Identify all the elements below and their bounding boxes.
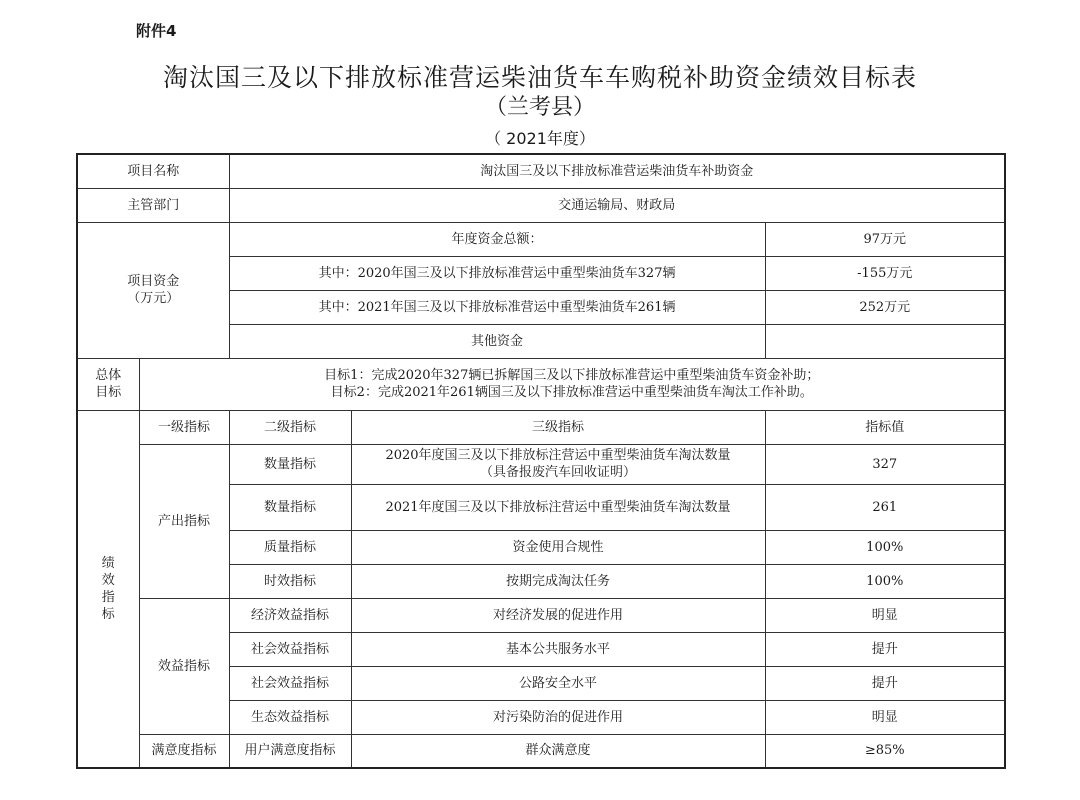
funds-2021-label: 其中：2021年国三及以下排放标准营运中重型柴油货车261辆 (229, 290, 765, 324)
header-level2: 二级指标 (229, 410, 351, 444)
value-cell: 明显 (765, 598, 1005, 632)
level2-cell: 时效指标 (229, 564, 351, 598)
table-row (77, 222, 1005, 256)
performance-indicators-label (77, 410, 139, 768)
level3-cell: 群众满意度 (351, 734, 765, 768)
level2-cell: 生态效益指标 (229, 700, 351, 734)
level3-cell: 对污染防治的促进作用 (351, 700, 765, 734)
value-cell: ≥85% (765, 734, 1005, 768)
overall-goal-text (139, 358, 1005, 410)
department-value: 交通运输局、财政局 (229, 188, 1005, 222)
level2-cell: 社会效益指标 (229, 666, 351, 700)
vertical-char: 效 (101, 572, 115, 588)
level3-cell: 资金使用合规性 (351, 530, 765, 564)
value-cell: 100% (765, 530, 1005, 564)
project-name-label: 项目名称 (77, 154, 229, 188)
level3-cell (351, 444, 765, 484)
funds-total-label: 年度资金总额： (229, 222, 765, 256)
value-cell: 261 (765, 484, 1005, 530)
level3-cell: 基本公共服务水平 (351, 632, 765, 666)
satisfaction-indicators-label: 满意度指标 (139, 734, 229, 768)
table-row (77, 154, 1005, 188)
document-title: 淘汰国三及以下排放标准营运柴油货车车购税补助资金绩效目标表 (162, 63, 917, 92)
table-row (77, 444, 1005, 484)
funds-label-line1: 项目资金 (127, 274, 180, 289)
header-level3: 三级指标 (351, 410, 765, 444)
value-cell: 提升 (765, 666, 1005, 700)
value-cell: 明显 (765, 700, 1005, 734)
table-row (77, 734, 1005, 768)
funds-label-line2: （万元） (127, 291, 180, 306)
funds-total-value: 97万元 (765, 222, 1005, 256)
county-subtitle: （兰考县） (484, 95, 595, 120)
vertical-char: 绩 (101, 555, 115, 571)
output-indicators-label: 产出指标 (139, 444, 229, 598)
attachment-label: 附件4 (136, 22, 177, 40)
vertical-char: 标 (101, 606, 115, 622)
goal-line-2: 目标2：完成2021年261辆国三及以下排放标准营运中重型柴油货车淘汰工作补助。 (330, 385, 813, 400)
level3-cell: 对经济发展的促进作用 (351, 598, 765, 632)
level3-cell: 按期完成淘汰任务 (351, 564, 765, 598)
level2-cell: 质量指标 (229, 530, 351, 564)
level2-cell: 经济效益指标 (229, 598, 351, 632)
level2-cell: 用户满意度指标 (229, 734, 351, 768)
funds-2020-value: -155万元 (765, 256, 1005, 290)
overall-goal-label (77, 358, 139, 410)
header-level1: 一级指标 (139, 410, 229, 444)
table-row (77, 188, 1005, 222)
funds-2021-value: 252万元 (765, 290, 1005, 324)
level2-cell: 数量指标 (229, 444, 351, 484)
level2-cell: 数量指标 (229, 484, 351, 530)
department-label: 主管部门 (77, 188, 229, 222)
level3-cell: 2021年度国三及以下排放标注营运中重型柴油货车淘汰数量 (351, 484, 765, 530)
table-row (77, 358, 1005, 410)
level3-line1: 2020年度国三及以下排放标注营运中重型柴油货车淘汰数量 (385, 448, 731, 463)
year-label: （ 2021年度） (485, 129, 595, 148)
value-cell: 100% (765, 564, 1005, 598)
project-funds-label (77, 222, 229, 358)
value-cell: 327 (765, 444, 1005, 484)
project-name-value: 淘汰国三及以下排放标准营运柴油货车补助资金 (229, 154, 1005, 188)
level3-cell: 公路安全水平 (351, 666, 765, 700)
goal-line-1: 目标1：完成2020年327辆已拆解国三及以下排放标准营运中重型柴油货车资金补助； (324, 368, 820, 383)
benefit-indicators-label: 效益指标 (139, 598, 229, 734)
vertical-char: 指 (101, 589, 115, 605)
level2-cell: 社会效益指标 (229, 632, 351, 666)
funds-2020-label: 其中：2020年国三及以下排放标准营运中重型柴油货车327辆 (229, 256, 765, 290)
header-value: 指标值 (765, 410, 1005, 444)
table-row (77, 410, 1005, 444)
table-row (77, 598, 1005, 632)
funds-other-value (765, 324, 1005, 358)
goal-label-line1: 总体 (95, 368, 122, 383)
value-cell: 提升 (765, 632, 1005, 666)
funds-other-label: 其他资金 (229, 324, 765, 358)
performance-target-table (76, 153, 1006, 769)
level3-line2: （具备报废汽车回收证明） (480, 465, 637, 480)
goal-label-line2: 目标 (95, 385, 122, 400)
